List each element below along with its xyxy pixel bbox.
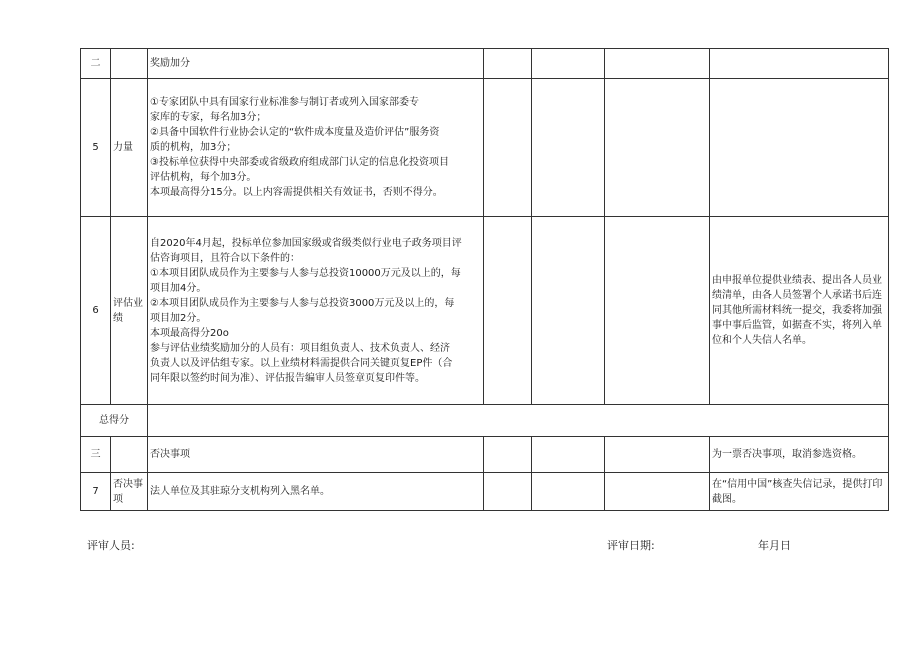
category-cell: 否决事项 (111, 473, 148, 511)
table-row-6 (81, 217, 889, 405)
empty-cell (532, 217, 605, 405)
criteria-content: 法人单位及其驻琼分支机构列入黑名单。 (148, 473, 484, 511)
empty-cell (605, 79, 710, 217)
content-line: 参与评估业绩奖励加分的人员有：项目组负责人、技术负责人、经济 (150, 342, 450, 354)
content-line: ③投标单位获得中央部委或省级政府组成部门认定的信息化投资项目 (150, 157, 449, 168)
empty-cell (484, 473, 532, 511)
remark-cell: 在“信用中国”核查失信记录，提供打印截图。 (710, 473, 889, 511)
criteria-content (148, 79, 484, 217)
content-line: 本项最高得分20o (150, 327, 229, 339)
empty-cell (484, 49, 532, 79)
row-number: 三 (81, 437, 111, 473)
category-cell (111, 49, 148, 79)
row-number: 7 (81, 473, 111, 511)
empty-cell (605, 437, 710, 473)
review-date-label: 评审日期: (607, 539, 655, 552)
content-line: 同年限以签约时间为准）、评估报告编审人员签章页复印件等。 (150, 372, 425, 384)
content-line: 本项最高得分15分。以上内容需提供相关有效证书，否则不得分。 (150, 187, 443, 198)
content-line: 质的机构，加3分； (150, 142, 237, 153)
empty-cell (532, 473, 605, 511)
table-row-7 (81, 473, 889, 511)
empty-cell (532, 79, 605, 217)
section-title: 否决事项 (148, 437, 484, 473)
content-line: 评估机构，每个加3分。 (150, 172, 257, 183)
row-number: 6 (81, 217, 111, 405)
category-cell: 力量 (111, 79, 148, 217)
content-line: ②具备中国软件行业协会认定的“软件成本度量及造价评估”服务资 (150, 127, 440, 138)
empty-cell (484, 79, 532, 217)
table-row-5 (81, 79, 889, 217)
remark-cell (710, 49, 889, 79)
content-line: 自2020年4月起，投标单位参加国家级或省级类似行业电子政务项目评 (150, 237, 462, 249)
remark-cell (710, 79, 889, 217)
category-cell: 评估业绩 (111, 217, 148, 405)
empty-cell (605, 49, 710, 79)
empty-cell (532, 437, 605, 473)
table-row-total (81, 405, 889, 437)
content-line: ①专家团队中具有国家行业标准参与制订者或列入国家部委专 (150, 97, 419, 108)
remark-cell: 为一票否决事项，取消参选资格。 (710, 437, 889, 473)
empty-cell (532, 49, 605, 79)
content-line: 估咨询项目，且符合以下条件的： (150, 252, 300, 264)
content-line: 项目加2分。 (150, 312, 207, 324)
criteria-content (148, 217, 484, 405)
section-title: 奖励加分 (148, 49, 484, 79)
scoring-table (80, 48, 889, 511)
remark-cell: 由申报单位提供业绩表、提出各人员业绩清单，由各人员签署个人承诺书后连同其他所需材料统一提交，我委将加强事中事后监管，如据查不实，将列入单位和个人失信人名单。 (710, 217, 889, 405)
total-score-label: 总得分 (81, 405, 148, 437)
empty-cell (484, 437, 532, 473)
empty-cell (605, 217, 710, 405)
content-line: 项目加4分。 (150, 282, 207, 294)
content-line: 负责人以及评估组专家。以上业绩材料需提供合同关键页复EP件（合 (150, 357, 453, 369)
row-number: 5 (81, 79, 111, 217)
total-score-value (148, 405, 889, 437)
empty-cell (605, 473, 710, 511)
review-date-value: 年月日 (758, 539, 791, 552)
content-line: 家库的专家，每名加3分； (150, 112, 267, 123)
content-line: ①本项目团队成员作为主要参与人参与总投资10000万元及以上的，每 (150, 267, 461, 279)
category-cell (111, 437, 148, 473)
empty-cell (484, 217, 532, 405)
table-row-section-2 (81, 49, 889, 79)
reviewer-label: 评审人员: (87, 539, 135, 552)
table-row-section-3 (81, 437, 889, 473)
content-line: ②本项目团队成员作为主要参与人参与总投资3000万元及以上的，每 (150, 297, 455, 309)
row-number: 二 (81, 49, 111, 79)
